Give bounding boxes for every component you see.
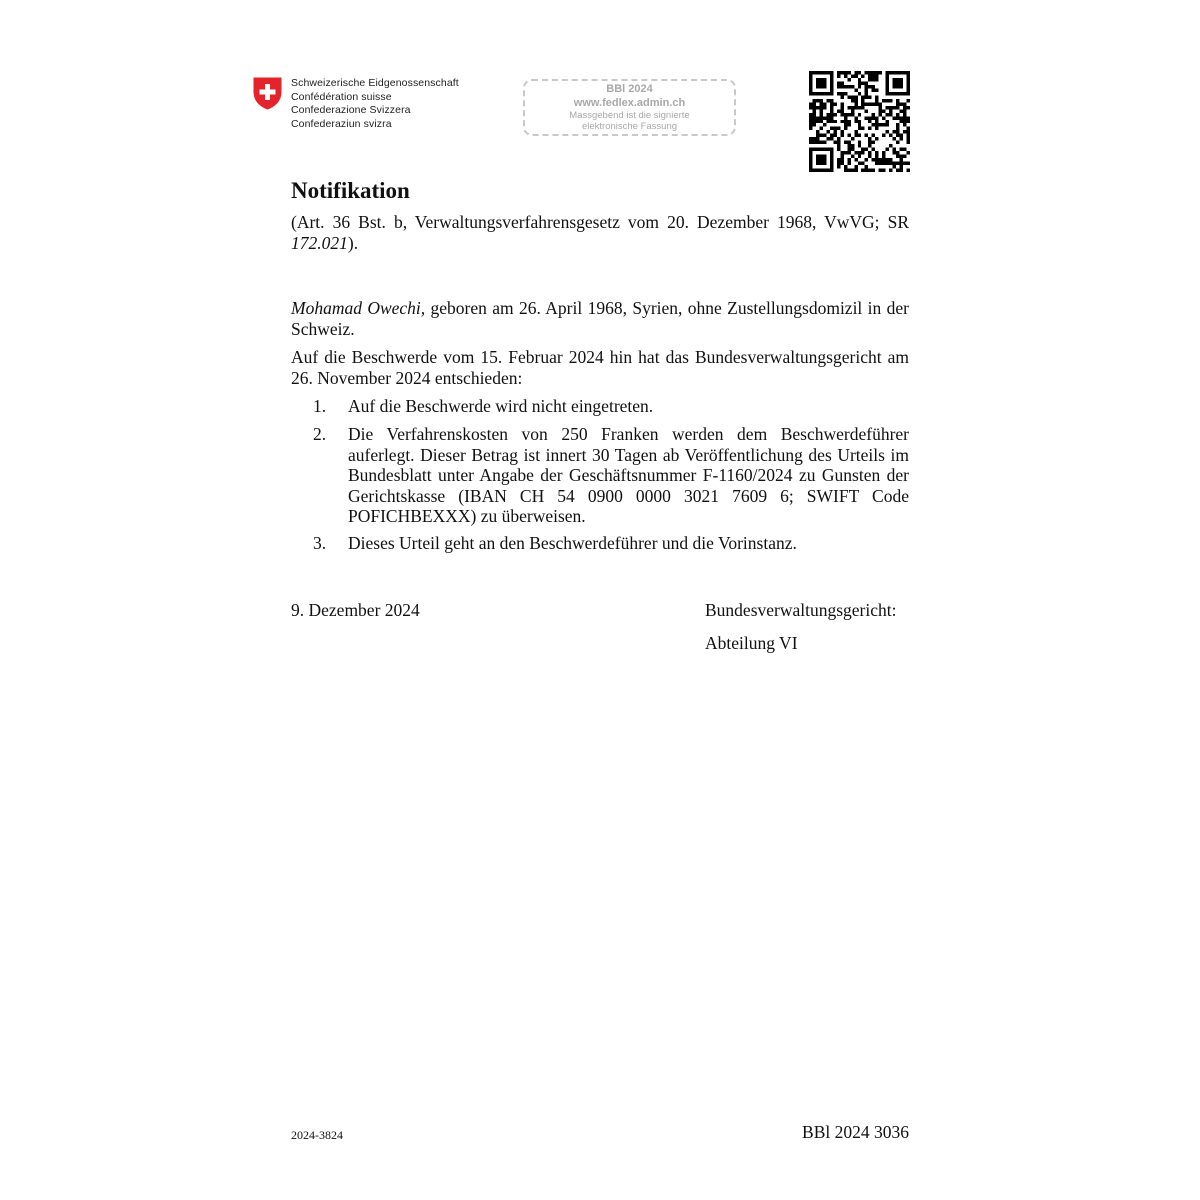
confederation-line-rm: Confederaziun svizra: [291, 117, 392, 130]
decision-text-1: Auf die Beschwerde wird nicht eingetreten.: [348, 396, 654, 416]
legal-basis: [291, 212, 909, 253]
stamp-note-1: Massgebend ist die signierte: [569, 110, 690, 121]
legal-basis-suffix: ).: [347, 232, 359, 253]
legal-basis-text: (Art. 36 Bst. b, Verwaltungsverfahrensgesetz vom 20. Dezember 1968, VwVG; SR: [291, 212, 909, 232]
sr-number: 172.021: [291, 232, 348, 253]
decision-number-2: 2.: [313, 424, 327, 444]
confederation-line-fr: Confédération suisse: [291, 90, 392, 103]
swiss-coat-of-arms-icon: [253, 77, 282, 110]
page-title: Notifikation: [291, 178, 410, 203]
document-number: 2024-3824: [291, 1128, 343, 1142]
confederation-names: [291, 77, 459, 131]
court-division: Abteilung VI: [705, 633, 798, 653]
bbl-reference: BBl 2024 3036: [802, 1122, 909, 1142]
court-name: Bundesverwaltungsgericht:: [705, 600, 897, 620]
stamp-bbl: BBl 2024: [606, 83, 653, 95]
decision-intro: Auf die Beschwerde vom 15. Februar 2024 hin hat das Bundesverwaltungsgericht am 26. November 2024 entschieden:: [291, 347, 909, 388]
decision-number-1: 1.: [313, 396, 327, 416]
addressee-details: geboren am 26. April 1968, Syrien, ohne Zustellungsdomizil in der Schweiz.: [291, 298, 909, 339]
qr-code-icon: [809, 71, 910, 172]
decision-text-2: Die Verfahrenskosten von 250 Franken werden dem Beschwerdeführer auferlegt. Dieser Betrag ist innert 30 Tagen ab Veröffentlichung des Urteils im Bundesblatt unter Angabe der Geschäftsnummer F-1160/2024 zu Gunsten der Gerichtskasse (IBAN CH 54 0900 0000 3021 7609 6; SWIFT Code POFICHBEXXX) zu überweisen.: [348, 424, 909, 526]
stamp-url: www.fedlex.admin.ch: [573, 97, 686, 109]
confederation-line-it: Confederazione Svizzera: [291, 104, 411, 116]
decision-number-3: 3.: [313, 533, 327, 553]
decision-text-3: Dieses Urteil geht an den Beschwerdeführer und die Vorinstanz.: [348, 533, 797, 553]
addressee-name: Mohamad Owechi,: [291, 298, 426, 318]
confederation-line-de: Schweizerische Eidgenossenschaft: [291, 77, 459, 89]
addressee: [291, 298, 909, 339]
decision-date: 9. Dezember 2024: [291, 600, 420, 620]
stamp-note-2: elektronische Fassung: [581, 121, 678, 132]
fedlex-stamp: [523, 79, 736, 136]
